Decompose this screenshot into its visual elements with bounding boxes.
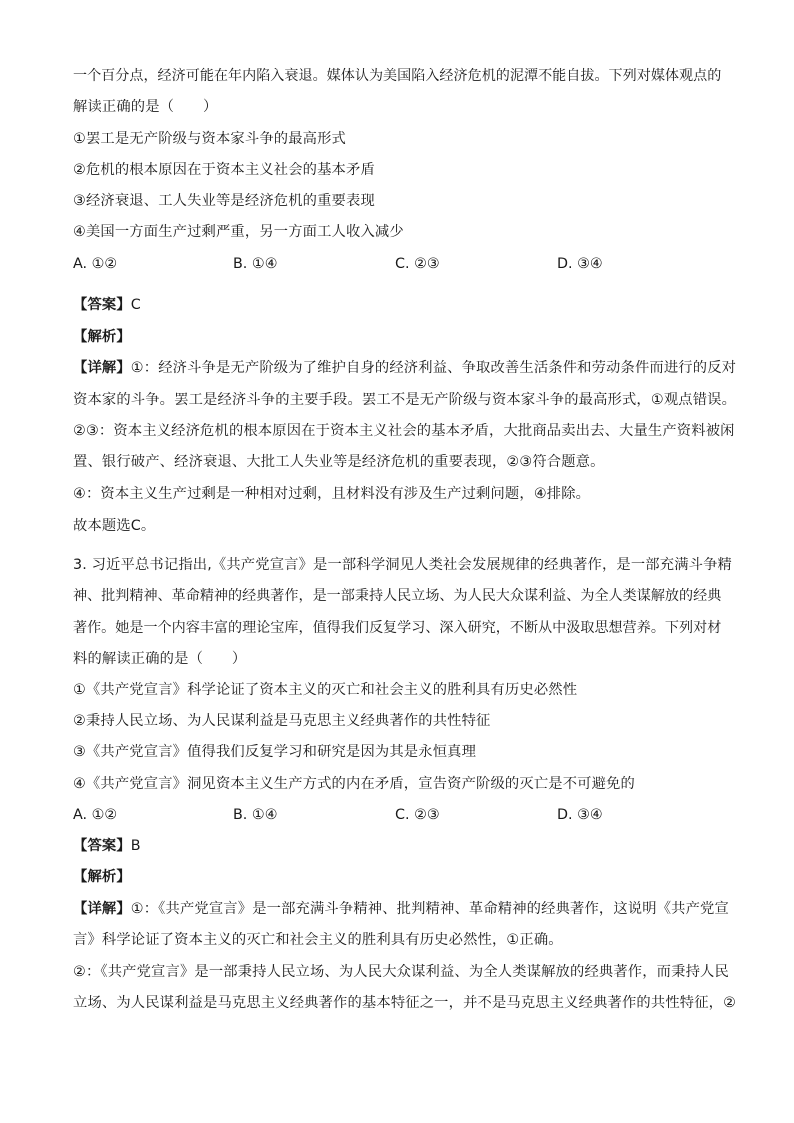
q2-option-a: A. ①②	[73, 256, 118, 272]
q2-option-b: B. ①④	[233, 256, 278, 272]
q2-stem-line-2: 解读正确的是（ ）	[73, 99, 218, 115]
q2-detail-line-4: 置、银行破产、经济衰退、大批工人失业等是经济危机的重要表现，②③符合题意。	[73, 454, 605, 470]
q3-detail-line-3: ②：《共产党宣言》是一部秉持人民立场、为人民大众谋利益、为全人类谋解放的经典著作，而秉持人民	[73, 964, 729, 980]
q2-detail-line-1	[73, 358, 736, 378]
q2-detail-line-5: ④：资本主义生产过剩是一种相对过剩，且材料没有涉及生产过剩问题，④排除。	[73, 486, 591, 502]
q3-stem-line-2: 神、批判精神、革命精神的经典著作，是一部秉持人民立场、为人民大众谋利益、为全人类谋解放的经典	[73, 588, 722, 604]
q3-option-c: C. ②③	[395, 807, 440, 823]
q3-statement-2: ②秉持人民立场、为人民谋利益是马克思主义经典著作的共性特征	[73, 713, 491, 729]
q2-detail-tag: 【详解】	[73, 360, 131, 376]
q3-answer-tag: 【答案】	[73, 838, 131, 854]
q2-option-d: D. ③④	[557, 256, 603, 272]
q3-detail-text-1: ①：《共产党宣言》是一部充满斗争精神、批判精神、革命精神的经典著作，这说明《共产党宣	[130, 901, 729, 917]
q2-statement-4: ④美国一方面生产过剩严重，另一方面工人收入减少	[73, 224, 404, 240]
q2-statement-2: ②危机的根本原因在于资本主义社会的基本矛盾	[73, 162, 375, 178]
q2-detail-line-3: ②③：资本主义经济危机的根本原因在于资本主义社会的基本矛盾，大批商品卖出去、大量生产资料被闲	[73, 423, 735, 439]
q2-analysis-tag: 【解析】	[73, 329, 131, 345]
q3-detail-line-1	[73, 899, 729, 919]
q2-detail-line-2: 资本家的斗争。罢工是经济斗争的主要手段。罢工不是无产阶级与资本家斗争的最高形式，①观点错误。	[73, 392, 737, 408]
q2-detail-text-1: ①：经济斗争是无产阶级为了维护自身的经济利益、争取改善生活条件和劳动条件而进行的反对	[130, 360, 737, 376]
q3-statement-1: ①《共产党宣言》科学论证了资本主义的灭亡和社会主义的胜利具有历史必然性	[73, 682, 578, 698]
q2-statement-3: ③经济衰退、工人失业等是经济危机的重要表现	[73, 193, 375, 209]
q3-option-a: A. ①②	[73, 807, 118, 823]
q3-statement-3: ③《共产党宣言》值得我们反复学习和研究是因为其是永恒真理	[73, 744, 477, 760]
q2-option-c: C. ②③	[395, 256, 440, 272]
q3-answer	[73, 836, 141, 856]
q3-detail-tag: 【详解】	[73, 901, 131, 917]
q2-answer-value: C	[130, 297, 141, 313]
q3-statement-4: ④《共产党宣言》洞见资本主义生产方式的内在矛盾，宣告资产阶级的灭亡是不可避免的	[73, 776, 635, 792]
q3-option-d: D. ③④	[557, 807, 603, 823]
q3-detail-line-2: 言》科学论证了资本主义的灭亡和社会主义的胜利具有历史必然性，①正确。	[73, 932, 563, 948]
q3-option-b: B. ①④	[233, 807, 278, 823]
q3-stem-line-4: 料的解读正确的是（ ）	[73, 651, 247, 667]
q2-answer	[73, 295, 141, 315]
q2-answer-tag: 【答案】	[73, 297, 131, 313]
q2-stem-line-1: 一个百分点，经济可能在年内陷入衰退。媒体认为美国陷入经济危机的泥潭不能自拔。下列对媒体观点的	[73, 68, 722, 84]
q3-stem-line-1: 3. 习近平总书记指出,《共产党宣言》是一部科学洞见人类社会发展规律的经典著作，是一部充满斗争精	[73, 557, 732, 573]
q2-conclusion: 故本题选C。	[73, 518, 156, 534]
q3-detail-line-4: 立场、为人民谋利益是马克思主义经典著作的基本特征之一，并不是马克思主义经典著作的共性特征，②	[73, 995, 737, 1011]
q2-statement-1: ①罢工是无产阶级与资本家斗争的最高形式	[73, 131, 347, 147]
q3-analysis-tag: 【解析】	[73, 869, 131, 885]
q3-stem-line-3: 著作。她是一个内容丰富的理论宝库，值得我们反复学习、深入研究，不断从中汲取思想营养。下列对材	[73, 620, 722, 636]
q3-answer-value: B	[130, 838, 141, 854]
